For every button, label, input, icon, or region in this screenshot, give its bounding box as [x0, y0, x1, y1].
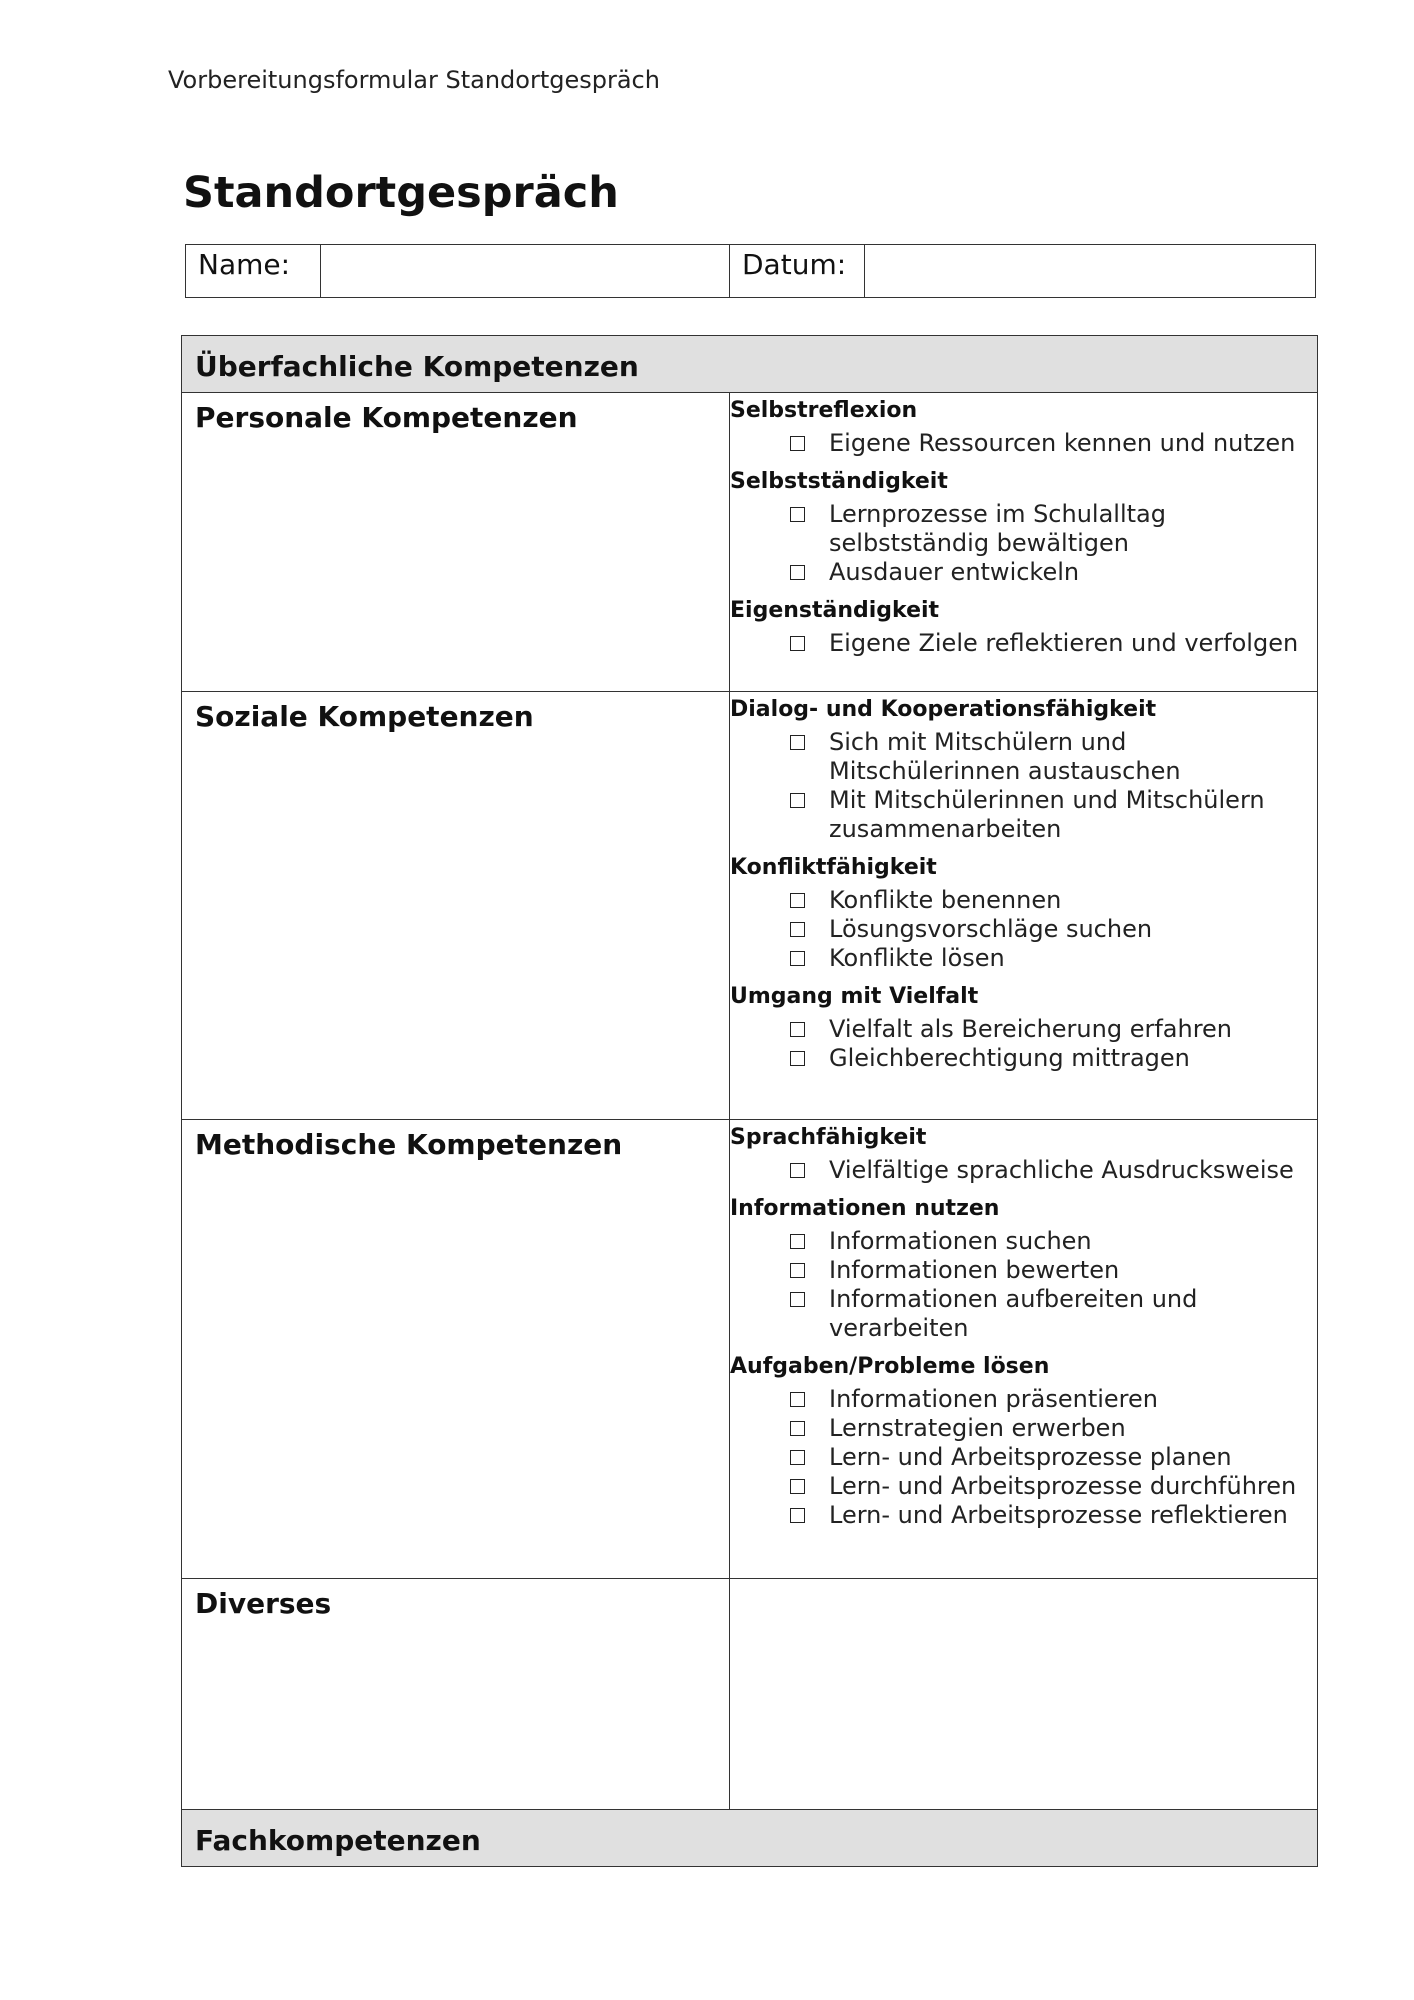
checklist-item-label: Konflikte benennen — [829, 886, 1062, 914]
row-label-diverses: Diverses — [182, 1579, 730, 1810]
checkbox-icon[interactable] — [790, 951, 805, 966]
competence-list-social — [730, 692, 1318, 1120]
checklist — [730, 500, 1307, 587]
checklist-item — [730, 1472, 1307, 1501]
checkbox-icon[interactable] — [790, 1163, 805, 1178]
checklist — [730, 1015, 1307, 1073]
checklist-item-label: Informationen bewerten — [829, 1256, 1120, 1284]
row-label-social: Soziale Kompetenzen — [182, 692, 730, 1120]
checklist-item-label: Lösungsvorschläge suchen — [829, 915, 1153, 943]
checkbox-icon[interactable] — [790, 1508, 805, 1523]
checkbox-icon[interactable] — [790, 1263, 805, 1278]
checklist-item — [730, 1285, 1307, 1343]
checklist-item-label: Informationen aufbereiten und verarbeiten — [829, 1285, 1198, 1342]
checklist-item — [730, 915, 1307, 944]
checklist-item — [730, 629, 1307, 658]
checkbox-icon[interactable] — [790, 565, 805, 580]
checkbox-icon[interactable] — [790, 893, 805, 908]
row-label-personal: Personale Kompetenzen — [182, 393, 730, 692]
checklist-item — [730, 429, 1307, 458]
checkbox-icon[interactable] — [790, 1421, 805, 1436]
checklist-item-label: Informationen präsentieren — [829, 1385, 1158, 1413]
checklist-item-label: Gleichberechtigung mittragen — [829, 1044, 1190, 1072]
checklist-item-label: Konflikte lösen — [829, 944, 1005, 972]
checklist-item-label: Informationen suchen — [829, 1227, 1092, 1255]
group-title: Aufgaben/Probleme lösen — [730, 1354, 1050, 1379]
competence-list-method — [730, 1120, 1318, 1579]
checklist-item — [730, 728, 1307, 786]
checklist — [730, 1156, 1307, 1185]
section-header-ueberfachlich: Überfachliche Kompetenzen — [182, 336, 1318, 393]
competence-table — [181, 335, 1318, 1867]
group-title: Sprachfähigkeit — [730, 1125, 927, 1150]
group-title: Selbstständigkeit — [730, 469, 948, 494]
checklist-item — [730, 944, 1307, 973]
checklist-item-label: Eigene Ressourcen kennen und nutzen — [829, 429, 1296, 457]
checklist-item-label: Mit Mitschülerinnen und Mitschülern zusammenarbeiten — [829, 786, 1265, 843]
checklist-item-label: Lern- und Arbeitsprozesse planen — [829, 1443, 1232, 1471]
checklist-item — [730, 786, 1307, 844]
checklist-item — [730, 1385, 1307, 1414]
checklist — [730, 429, 1307, 458]
checklist-item — [730, 1443, 1307, 1472]
checkbox-icon[interactable] — [790, 735, 805, 750]
group-title: Eigenständigkeit — [730, 598, 940, 623]
checklist-item-label: Vielfalt als Bereicherung erfahren — [829, 1015, 1233, 1043]
checkbox-icon[interactable] — [790, 1292, 805, 1307]
checkbox-icon[interactable] — [790, 1392, 805, 1407]
checklist-item — [730, 1156, 1307, 1185]
group-title: Konfliktfähigkeit — [730, 855, 937, 880]
checklist-item — [730, 1227, 1307, 1256]
checkbox-icon[interactable] — [790, 436, 805, 451]
checklist — [730, 629, 1307, 658]
name-input[interactable] — [333, 245, 721, 287]
name-date-table — [185, 244, 1316, 298]
checkbox-icon[interactable] — [790, 507, 805, 522]
checklist — [730, 728, 1307, 844]
checklist — [730, 1227, 1307, 1343]
checklist-item-label: Lern- und Arbeitsprozesse durchführen — [829, 1472, 1297, 1500]
group-title: Selbstreflexion — [730, 398, 918, 423]
checkbox-icon[interactable] — [790, 1450, 805, 1465]
row-label-method: Methodische Kompetenzen — [182, 1120, 730, 1579]
checklist-item-label: Lern- und Arbeitsprozesse reflektieren — [829, 1501, 1288, 1529]
page-title: Standortgespräch — [183, 168, 619, 218]
checklist-item — [730, 1256, 1307, 1285]
checklist-item-label: Sich mit Mitschülern und Mitschülerinnen austauschen — [829, 728, 1181, 785]
checkbox-icon[interactable] — [790, 1051, 805, 1066]
checkbox-icon[interactable] — [790, 1022, 805, 1037]
checkbox-icon[interactable] — [790, 922, 805, 937]
running-head: Vorbereitungsformular Standortgespräch — [168, 66, 660, 94]
group-title: Umgang mit Vielfalt — [730, 984, 979, 1009]
checklist-item — [730, 1015, 1307, 1044]
name-cell — [321, 245, 730, 298]
checkbox-icon[interactable] — [790, 636, 805, 651]
checkbox-icon[interactable] — [790, 793, 805, 808]
checklist-item — [730, 1044, 1307, 1073]
competence-list-personal — [730, 393, 1318, 692]
checklist-item — [730, 558, 1307, 587]
checklist-item — [730, 1414, 1307, 1443]
checklist — [730, 1385, 1307, 1530]
date-label: Datum: — [730, 245, 865, 298]
checklist-item-label: Lernprozesse im Schulalltag selbstständig bewältigen — [829, 500, 1166, 557]
checklist-item-label: Ausdauer entwickeln — [829, 558, 1080, 586]
checklist-item-label: Vielfältige sprachliche Ausdrucksweise — [829, 1156, 1294, 1184]
checklist — [730, 886, 1307, 973]
checklist-item-label: Eigene Ziele reflektieren und verfolgen — [829, 629, 1299, 657]
diverses-notes-cell[interactable] — [730, 1579, 1318, 1810]
checklist-item — [730, 886, 1307, 915]
name-label: Name: — [186, 245, 321, 298]
checklist-item-label: Lernstrategien erwerben — [829, 1414, 1126, 1442]
checkbox-icon[interactable] — [790, 1234, 805, 1249]
section-header-fach: Fachkompetenzen — [182, 1810, 1318, 1867]
group-title: Dialog- und Kooperationsfähigkeit — [730, 697, 1157, 722]
date-input[interactable] — [877, 245, 1307, 287]
checkbox-icon[interactable] — [790, 1479, 805, 1494]
group-title: Informationen nutzen — [730, 1196, 1000, 1221]
checklist-item — [730, 1501, 1307, 1530]
checklist-item — [730, 500, 1307, 558]
date-cell — [865, 245, 1316, 298]
